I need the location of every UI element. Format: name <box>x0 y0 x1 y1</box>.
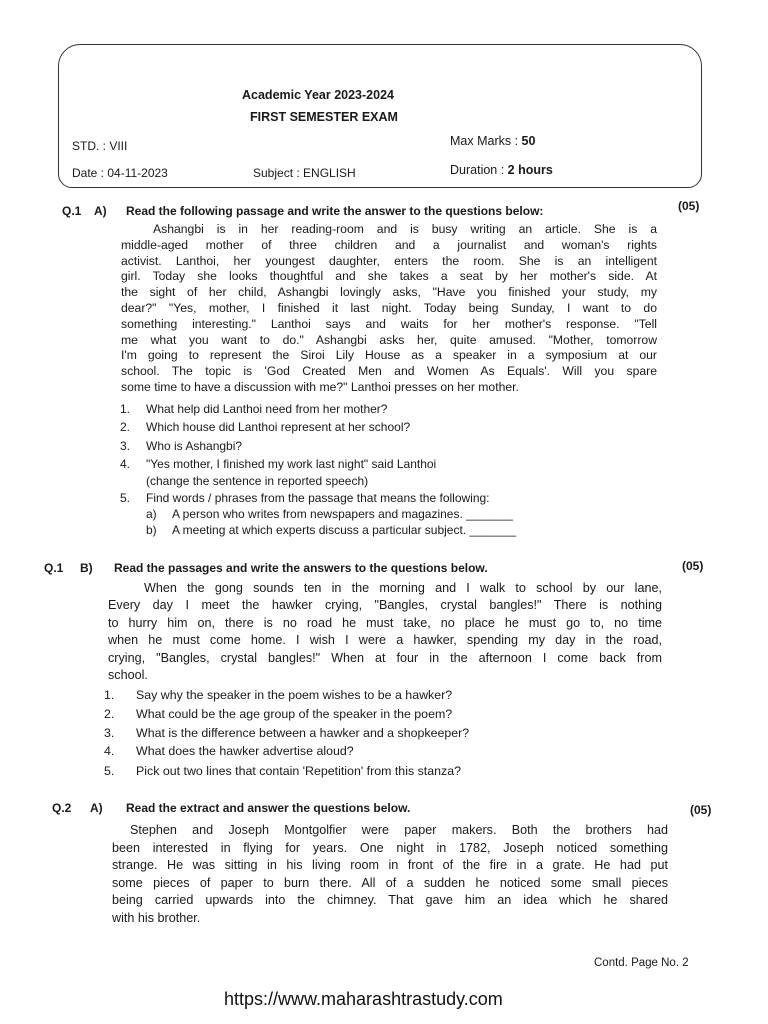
passage-line: school. The topic is 'God Created Men and Women As Equals'. Will you spare <box>121 364 657 379</box>
q1a-instruction: Read the following passage and write the answer to the questions below: <box>126 204 544 218</box>
max-marks-value: 50 <box>521 134 536 148</box>
q2a-passage <box>112 822 668 928</box>
passage-line: the sight of her child, Ashangbi lovingly asks, "Have you finished your study, my <box>121 285 657 300</box>
duration-field <box>450 163 553 177</box>
q1a-question-5: 5. Find words / phrases from the passage that means the following: <box>120 491 490 505</box>
passage-line: some time to have a discussion with me?" Lanthoi presses on her mother. <box>121 379 519 394</box>
q2a-instruction: Read the extract and answer the questions below. <box>126 801 411 815</box>
passage-line: dear?" "Yes, mother, I finished it last night. Today being Sunday, I want to do <box>121 300 657 315</box>
passage-line: Stephen and Joseph Montgolfier were paper makers. Both the brothers had <box>130 823 668 837</box>
passage-line: strange. He was sitting in his living room in front of the fire in a grate. He had put <box>112 858 668 873</box>
passage-line: Ashangbi is in her reading-room and is busy writing an article. She is a <box>153 222 657 236</box>
q1a-question-4: 4. "Yes mother, I finished my work last night" said Lanthoi <box>120 457 437 471</box>
exam-title: FIRST SEMESTER EXAM <box>250 110 398 124</box>
q1a-part: A) <box>94 204 107 218</box>
passage-line: When the gong sounds ten in the morning and I walk to school by our lane, <box>144 581 662 595</box>
q1a-marks: (05) <box>678 199 700 213</box>
q1b-part: B) <box>80 561 93 575</box>
q1b-passage <box>108 580 662 684</box>
passage-line: I'm going to represent the Siroi Lily House as a speaker in a symposium at our <box>121 348 657 363</box>
passage-line: me what you want to do." Ashangbi asks her, quite amused. "Mother, tomorrow <box>121 332 657 347</box>
q2a-marks: (05) <box>690 803 712 817</box>
passage-line: some pieces of paper to burn there. All of a sudden he noticed some small pieces <box>112 875 668 890</box>
subject-field <box>253 166 356 180</box>
passage-line: activist. Lanthoi, her youngest daughter, enters the room. She is an intelligent <box>121 253 657 268</box>
duration-value: 2 hours <box>507 163 553 177</box>
q1a-question-5b: b) A meeting at which experts discuss a particular subject. _______ <box>146 523 517 537</box>
q1b-marks: (05) <box>682 559 704 573</box>
q1b-question-4: 4. What does the hawker advertise aloud? <box>104 744 354 758</box>
continued-note: Contd. Page No. 2 <box>594 957 689 969</box>
passage-line: to hurry him on, there is no road he must take, no place he must go to, no time <box>108 615 662 630</box>
passage-line: with his brother. <box>112 910 201 925</box>
q1b-question-1: 1. Say why the speaker in the poem wishes to be a hawker? <box>104 688 453 702</box>
date-field <box>72 166 168 180</box>
source-url-link[interactable]: https://www.maharashtrastudy.com <box>224 989 503 1009</box>
q1a-question-3: 3. Who is Ashangbi? <box>120 439 243 453</box>
q1b-question-5: 5. Pick out two lines that contain 'Repetition' from this stanza? <box>104 764 461 778</box>
q1a-question-1: 1. What help did Lanthoi need from her mother? <box>120 402 388 416</box>
q1b-question-2: 2. What could be the age group of the speaker in the poem? <box>104 707 453 721</box>
max-marks-label: Max Marks : <box>450 134 522 148</box>
passage-line: Every day I meet the hawker crying, "Bangles, crystal bangles!" There is nothing <box>108 598 662 613</box>
std-value: VIII <box>109 139 128 153</box>
max-marks-field <box>450 134 535 148</box>
q2a-number: Q.2 <box>52 801 72 815</box>
q1b-instruction: Read the passages and write the answers to the questions below. <box>114 561 488 575</box>
passage-line: when he must come home. I wish I were a hawker, spending my day in the road, <box>108 633 662 648</box>
passage-line: something interesting." Lanthoi says and waits for her mother's response. "Tell <box>121 316 657 331</box>
passage-line: being carried upwards into the chimney. That gave him an idea which he shared <box>112 893 668 908</box>
q1a-passage <box>121 222 657 396</box>
q1a-question-2: 2. Which house did Lanthoi represent at her school? <box>120 420 411 434</box>
date-label: Date : <box>72 166 108 180</box>
q1a-question-4-note: (change the sentence in reported speech) <box>146 474 369 488</box>
academic-year: Academic Year 2023-2024 <box>242 88 394 102</box>
q1b-question-3: 3. What is the difference between a hawker and a shopkeeper? <box>104 726 470 740</box>
std-label: STD. : <box>72 139 110 153</box>
subject-label: Subject : <box>253 166 304 180</box>
passage-line: crying, "Bangles, crystal bangles!" When at four in the afternoon I come back from <box>108 650 662 665</box>
std-field <box>72 139 127 153</box>
q1a-question-5a: a) A person who writes from newspapers and magazines. _______ <box>146 507 513 521</box>
passage-line: girl. Today she looks thoughtful and she takes a seat by her mother's side. At <box>121 269 657 284</box>
date-value: 04-11-2023 <box>107 166 168 180</box>
subject-value: ENGLISH <box>303 166 356 180</box>
q2a-part: A) <box>90 801 103 815</box>
passage-line: middle-aged mother of three children and a journalist and woman's rights <box>121 237 657 252</box>
passage-line: been interested in flying for years. One night in 1782, Joseph noticed something <box>112 840 668 855</box>
q1b-number: Q.1 <box>44 561 64 575</box>
passage-line: school. <box>108 668 148 683</box>
q1a-number: Q.1 <box>62 204 82 218</box>
duration-label: Duration : <box>450 163 508 177</box>
